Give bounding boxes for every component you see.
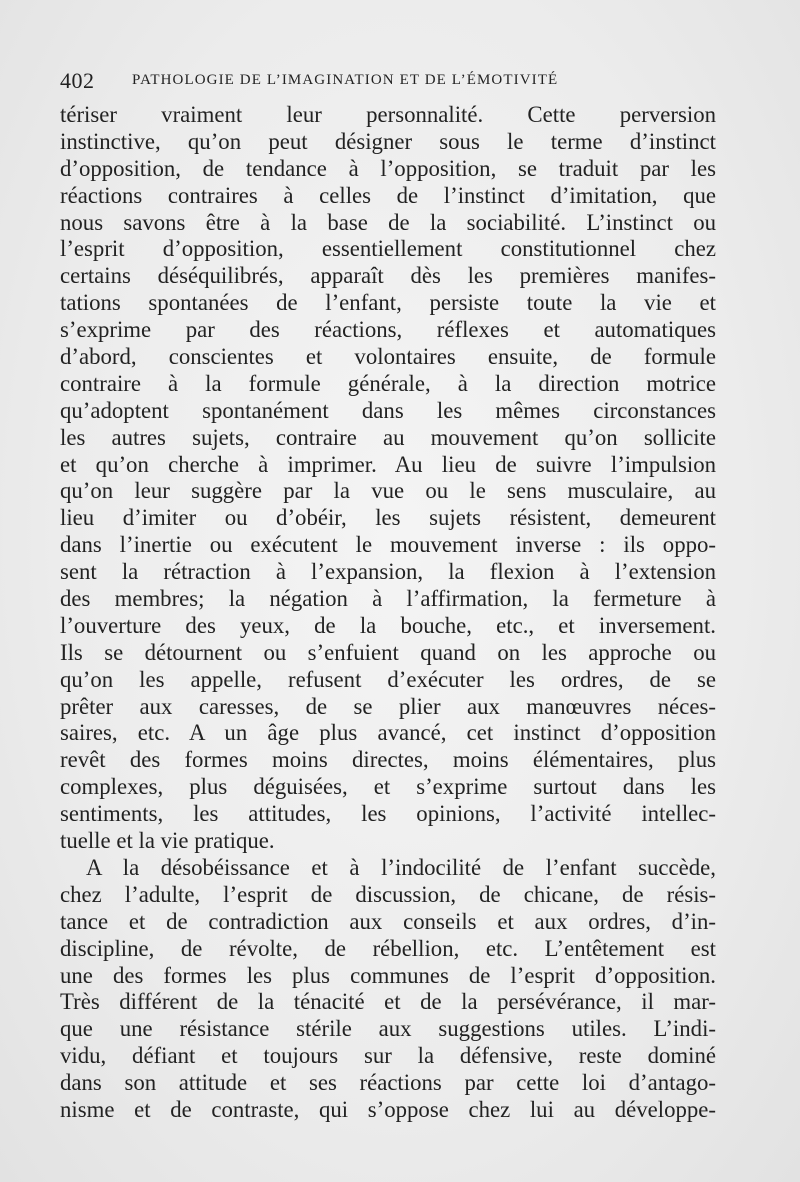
text-line: discipline, de révolte, de rébellion, etc. L’entêtement est xyxy=(60,935,716,961)
text-line: tuelle et la vie pratique. xyxy=(60,828,275,854)
text-line: que une résistance stérile aux suggestions utiles. L’indi- xyxy=(60,1016,716,1042)
text-line: Très différent de la ténacité et de la persévérance, il mar- xyxy=(60,989,716,1015)
text-line: vidu, défiant et toujours sur la défensive, reste dominé xyxy=(60,1043,716,1069)
page-header xyxy=(60,68,720,98)
text-line: nisme et de contraste, qui s’oppose chez lui au développe- xyxy=(60,1096,716,1122)
text-line: sentiments, les attitudes, les opinions, l’activité intellec- xyxy=(60,801,716,827)
text-line: qu’adoptent spontanément dans les mêmes circonstances xyxy=(60,397,716,423)
text-line: des membres; la négation à l’affirmation, la fermeture à xyxy=(60,586,716,612)
text-line: A la désobéissance et à l’indocilité de l’enfant succède, xyxy=(86,854,716,880)
text-line: s’exprime par des réactions, réflexes et automatiques xyxy=(60,317,716,343)
text-line: nous savons être à la base de la sociabilité. L’instinct ou xyxy=(60,209,716,235)
text-line: réactions contraires à celles de l’instinct d’imitation, que xyxy=(60,182,716,208)
text-line: dans l’inertie ou exécutent le mouvement inverse : ils oppo- xyxy=(60,532,716,558)
text-line: l’esprit d’opposition, essentiellement constitutionnel chez xyxy=(60,236,716,262)
paragraph-1 xyxy=(60,102,716,855)
text-line: certains déséquilibrés, apparaît dès les premières manifes- xyxy=(60,263,716,289)
text-line: qu’on les appelle, refusent d’exécuter les ordres, de se xyxy=(60,666,716,692)
text-line: prêter aux caresses, de se plier aux manœuvres néces- xyxy=(60,693,716,719)
text-line: saires, etc. A un âge plus avancé, cet instinct d’opposition xyxy=(60,720,716,746)
text-line: une des formes les plus communes de l’esprit d’opposition. xyxy=(60,962,716,988)
text-line: contraire à la formule générale, à la direction motrice xyxy=(60,370,716,396)
text-line: qu’on leur suggère par la vue ou le sens musculaire, au xyxy=(60,478,716,504)
text-line: l’ouverture des yeux, de la bouche, etc., et inversement. xyxy=(60,612,716,638)
paragraph-2 xyxy=(60,855,716,1124)
body-text xyxy=(60,102,716,1124)
text-line: lieu d’imiter ou d’obéir, les sujets résistent, demeurent xyxy=(60,505,716,531)
text-line: les autres sujets, contraire au mouvement qu’on sollicite xyxy=(60,424,716,450)
text-line: instinctive, qu’on peut désigner sous le terme d’instinct xyxy=(60,128,716,154)
text-line: revêt des formes moins directes, moins élémentaires, plus xyxy=(60,747,716,773)
text-line: Ils se détournent ou s’enfuient quand on les approche ou xyxy=(60,639,716,665)
text-line: d’opposition, de tendance à l’opposition, se traduit par les xyxy=(60,155,716,181)
text-line: tations spontanées de l’enfant, persiste toute la vie et xyxy=(60,290,716,316)
page-number: 402 xyxy=(60,68,95,93)
text-line: complexes, plus déguisées, et s’exprime surtout dans les xyxy=(60,774,716,800)
text-line: chez l’adulte, l’esprit de discussion, de chicane, de résis- xyxy=(60,881,716,907)
running-title: PATHOLOGIE DE L’IMAGINATION ET DE L’ÉMOTIVITÉ xyxy=(132,72,559,88)
text-line: sent la rétraction à l’expansion, la flexion à l’extension xyxy=(60,559,716,585)
text-line: et qu’on cherche à imprimer. Au lieu de suivre l’impulsion xyxy=(60,451,716,477)
text-line: d’abord, conscientes et volontaires ensuite, de formule xyxy=(60,344,716,370)
text-line: tériser vraiment leur personnalité. Cette perversion xyxy=(60,102,716,127)
text-line: dans son attitude et ses réactions par cette loi d’antago- xyxy=(60,1070,716,1096)
text-line: tance et de contradiction aux conseils et aux ordres, d’in- xyxy=(60,908,716,934)
